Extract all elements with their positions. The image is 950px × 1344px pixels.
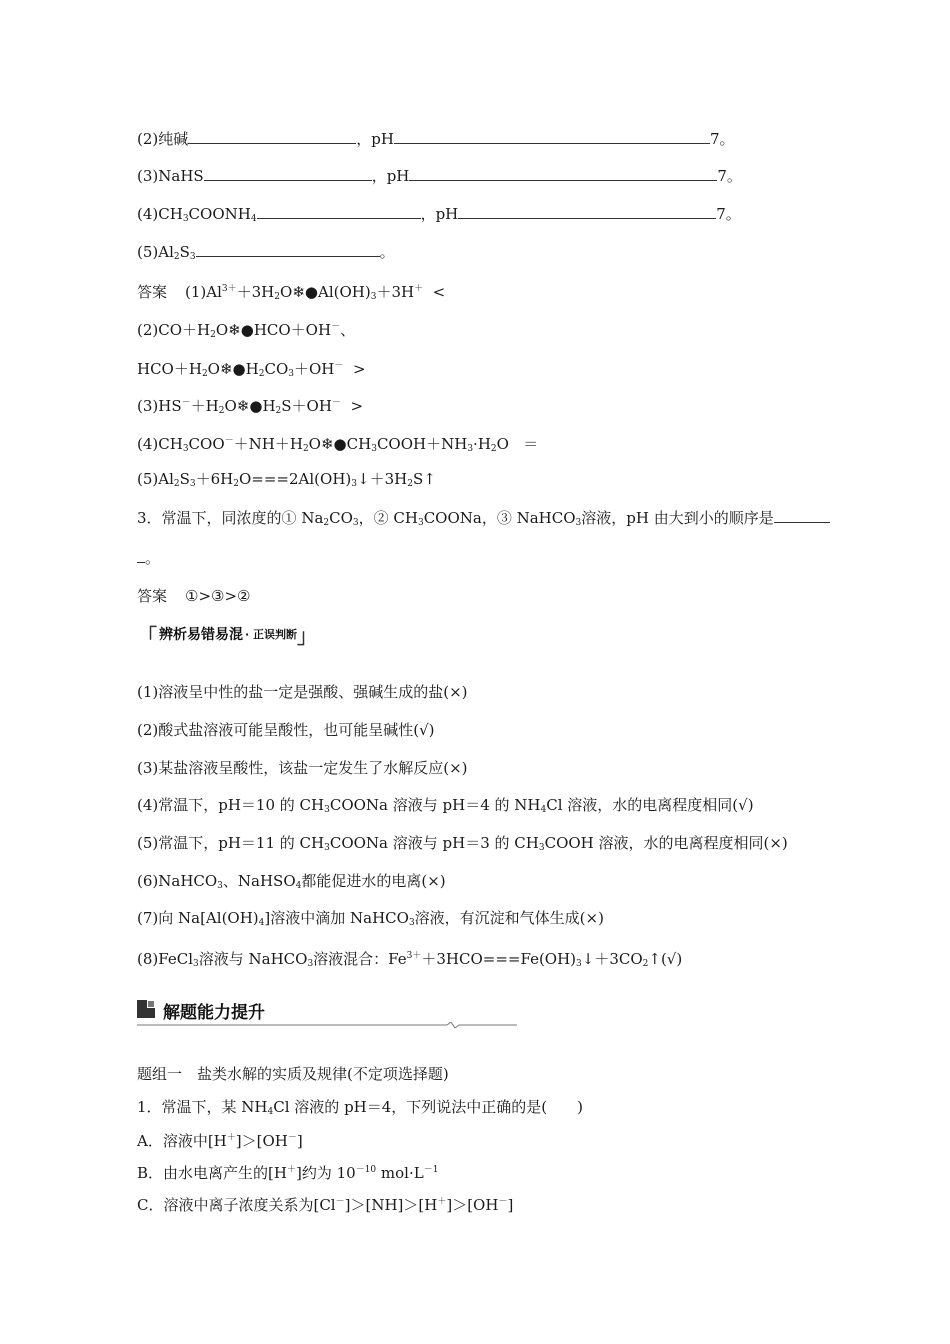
answer-blank[interactable] — [137, 548, 145, 563]
answer-blank[interactable] — [196, 242, 380, 257]
q3-answer: 答案 ①>③>② — [137, 587, 251, 605]
q3-text: 3．常温下，同浓度的① $Na_2CO_3$，② $CH_3COONa$，③ NaHCO$_3$溶液，pH 由大到小的顺序是 — [137, 508, 830, 533]
q2-item-5: $(5)Al_2S_3$ 。 — [137, 243, 395, 262]
equilibrium-arrow-icon: ❄● — [236, 397, 263, 415]
judgment-4: (4)常温下，pH＝10 的 $CH_3COONa$ 溶液与 pH＝4 的 $NH_4Cl$ 溶液，水的电离程度相同(√) — [137, 796, 754, 815]
q2-item-3: (3)NaHS ，pH 7。 — [137, 167, 742, 185]
q2-answer-5: $(5)Al_2S_3+6H_2O===2Al(OH)_3↓+3H_2S↑$ — [137, 470, 436, 489]
section-rule — [137, 1022, 517, 1028]
section-header — [137, 996, 517, 1026]
answer-blank[interactable] — [409, 166, 717, 181]
q2-answer-4: $(4)CH_3COO^-+NH+H_2O❄●CH_3COOH+NH_3\cdot H_2O$ ＝ — [137, 435, 539, 454]
judgment-1: (1)溶液呈中性的盐一定是强酸、强碱生成的盐(×) — [137, 683, 468, 701]
option-b: B．由水电离产生的[H＋]约为 $10^{-10}$ $mol\cdot L^{-1}$ — [137, 1164, 439, 1182]
judgment-3: (3)某盐溶液呈酸性，该盐一定发生了水解反应(×) — [137, 759, 468, 777]
left-bracket-icon: 「 — [137, 623, 157, 648]
q2-item-2: (2)纯碱 ，pH 7。 — [137, 130, 735, 148]
option-c: C．溶液中离子浓度关系为[Cl－]＞[NH]＞[H＋]＞[OH－] — [137, 1196, 514, 1214]
answer-blank[interactable] — [458, 204, 716, 219]
group-title: 题组一 盐类水解的实质及规律(不定项选择题) — [137, 1065, 449, 1083]
option-a: A．溶液中[H＋]＞[OH－] — [137, 1132, 303, 1150]
q3-text-cont: 。 — [137, 548, 160, 568]
q2-item-4: $(4)CH_3COONH_4$ ，pH 7。 — [137, 205, 741, 224]
section-title: 解题能力提升 — [163, 1003, 265, 1023]
q2-answer-2a: $(2)CO+H_2O❄●HCO+OH^-$、 — [137, 321, 356, 340]
equilibrium-arrow-icon: ❄● — [228, 321, 254, 339]
equilibrium-arrow-icon: ❄● — [219, 360, 246, 378]
q2-answer-2b: $HCO+H_2O❄●H_2CO_3+OH^-$ > — [137, 360, 366, 379]
q2-answer-1: 答案 $(1)Al^{3+}+3H_2O❄●Al(OH)_3+3H^+$ < — [137, 283, 446, 302]
right-bracket-icon: 」 — [297, 623, 318, 648]
section-square-icon — [137, 1000, 155, 1018]
answer-blank[interactable] — [188, 129, 356, 144]
answer-blank[interactable] — [257, 204, 421, 219]
section-tag: 「 辨析易错易混 · 正误判断 」 — [137, 622, 317, 646]
judgment-6: (6)NaHCO$_3$、NaHSO$_4$都能促进水的电离(×) — [137, 872, 446, 891]
q2-answer-3: $(3)HS^-+H_2O❄●H_2S+OH^-$ > — [137, 397, 364, 416]
equilibrium-arrow-icon: ❄● — [292, 283, 318, 301]
judgment-8: (8)FeCl$_3$溶液与 NaHCO$_3$溶液混合：$Fe^{3+}+3HCO===Fe(OH)_3↓+3CO_2↑(√)$ — [137, 950, 683, 969]
answer-blank[interactable] — [774, 508, 830, 523]
judgment-2: (2)酸式盐溶液可能呈酸性，也可能呈碱性(√) — [137, 721, 435, 739]
question-1-stem: 1．常温下，某 $NH_4Cl$ 溶液的 pH＝4，下列说法中正确的是( ) — [137, 1098, 584, 1117]
answer-blank[interactable] — [204, 166, 372, 181]
judgment-5: (5)常温下，pH＝11 的 $CH_3COONa$ 溶液与 pH＝3 的 $CH_3COOH$ 溶液，水的电离程度相同(×) — [137, 834, 788, 853]
answer-blank[interactable] — [394, 129, 710, 144]
judgment-7: (7)向 $Na[Al(OH)_4]$溶液中滴加 NaHCO$_3$溶液，有沉淀和气体生成(×) — [137, 909, 604, 928]
equilibrium-arrow-icon: ❄● — [320, 435, 347, 453]
